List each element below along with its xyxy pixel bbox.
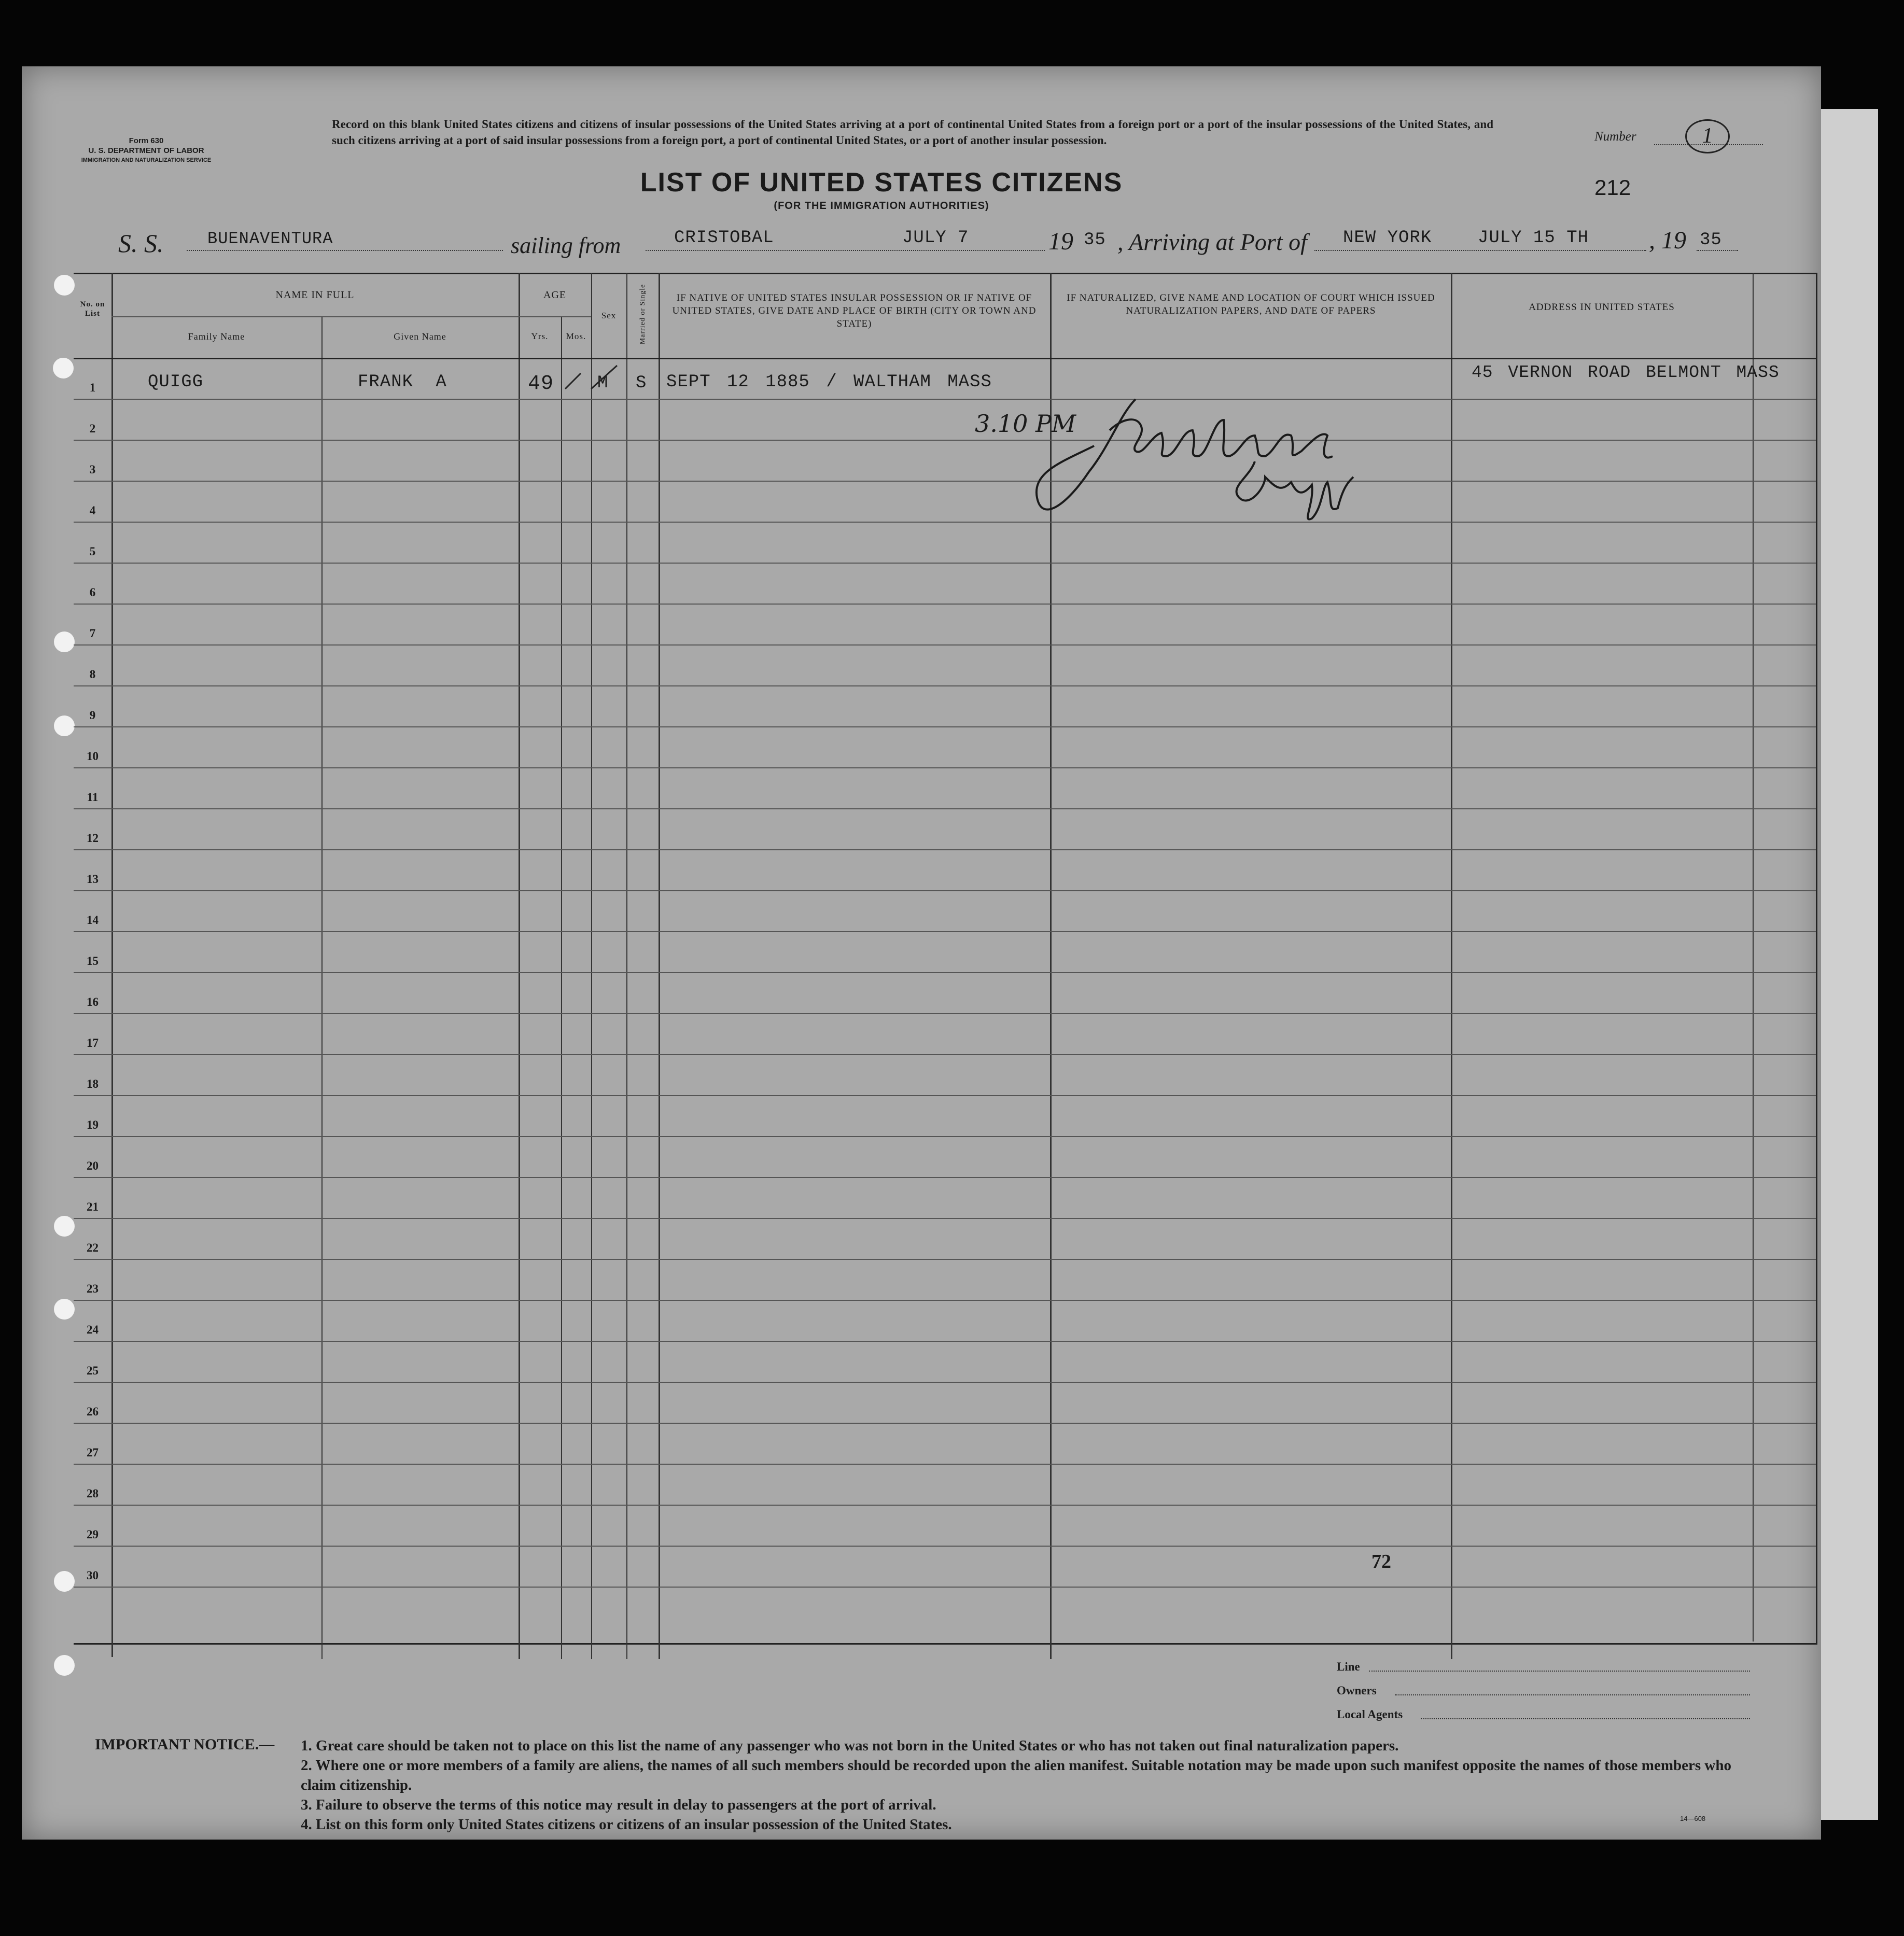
- adjacent-page-edge: [1821, 109, 1878, 1820]
- punch-hole: [54, 1655, 75, 1676]
- row-line: [74, 1341, 1816, 1342]
- row-number: 16: [87, 995, 99, 1008]
- row-line: [74, 1587, 1816, 1588]
- header-subline: [111, 316, 519, 317]
- line-fill: [1369, 1671, 1750, 1672]
- row-number: 18: [87, 1077, 99, 1090]
- row-line: [74, 726, 1816, 727]
- row-number: 19: [87, 1118, 99, 1131]
- notice-list: [301, 1736, 1753, 1834]
- row-number: 11: [87, 791, 99, 804]
- depart-date: JULY 7: [902, 228, 969, 248]
- page-stamp: 72: [1371, 1551, 1391, 1573]
- row-number: 22: [87, 1241, 99, 1254]
- department-name: U. S. DEPARTMENT OF LABOR: [88, 146, 204, 155]
- row-number: 9: [89, 709, 96, 722]
- manifest-table: [74, 273, 1817, 1645]
- row-line: [74, 931, 1816, 932]
- row-line: [74, 481, 1816, 482]
- agents-fill: [1421, 1718, 1750, 1719]
- row-number: 20: [87, 1159, 99, 1172]
- number-label: Number: [1594, 130, 1636, 144]
- row-number: 13: [87, 873, 99, 886]
- row-line: [74, 1546, 1816, 1547]
- owners-fill: [1395, 1694, 1750, 1695]
- form-code: 14—608: [1680, 1815, 1706, 1822]
- row-number: 17: [87, 1036, 99, 1049]
- line-label: Line: [1337, 1660, 1360, 1673]
- row-number: 12: [87, 832, 99, 845]
- col-header-no: No. on List: [80, 300, 105, 318]
- form-instructions: Record on this blank United States citizens and citizens of insular possessions of the United States arriving at a port of continental United States from a foreign port or a port of the insular possessions of the United States, and such citizens arriving at a port of said insular possessions from a foreign port, a port of continental United States, or a port of another insular possession.: [332, 118, 1493, 147]
- row-line: [74, 972, 1816, 973]
- owners-label: Owners: [1337, 1684, 1377, 1697]
- row-line: [74, 1259, 1816, 1260]
- row-line: [74, 440, 1816, 441]
- arriving-label: , Arriving at Port of: [1117, 229, 1307, 255]
- entry-birth: SEPT 12 1885 / WALTHAM MASS: [666, 372, 992, 392]
- from-port: CRISTOBAL: [674, 228, 774, 248]
- entry-age: 49: [528, 372, 554, 396]
- service-name: IMMIGRATION AND NATURALIZATION SERVICE: [81, 157, 212, 163]
- punch-hole: [53, 358, 74, 378]
- col-header-sex: Sex: [601, 311, 617, 320]
- row-line: [74, 644, 1816, 646]
- row-number: 27: [87, 1446, 99, 1459]
- agents-label: Local Agents: [1337, 1708, 1403, 1721]
- col-header-address: ADDRESS IN UNITED STATES: [1529, 302, 1675, 313]
- entry-given-name: FRANK A: [358, 372, 447, 392]
- header-subline: [519, 316, 591, 317]
- col-header-yrs: Yrs.: [531, 331, 549, 341]
- entry-sex: M: [597, 373, 609, 393]
- row-line: [74, 1382, 1816, 1383]
- row-number: 1: [89, 381, 96, 394]
- row-line: [74, 1423, 1816, 1424]
- row-number: 28: [87, 1487, 99, 1500]
- depart-year: 35: [1084, 230, 1106, 250]
- row-line: [74, 767, 1816, 768]
- col-line: [1753, 273, 1754, 1642]
- official-signature: [1032, 384, 1369, 529]
- entry-family-name: QUIGG: [148, 372, 204, 392]
- row-number: 6: [89, 586, 96, 599]
- row-number: 25: [87, 1364, 99, 1377]
- year-line: [1697, 250, 1738, 251]
- header-bottom-line: [74, 358, 1816, 359]
- col-header-native: IF NATIVE OF UNITED STATES INSULAR POSSESSION OR IF NATIVE OF UNITED STATES, GIVE DATE AND PLACE OF BIRTH (CITY OR TOWN AND STATE): [672, 292, 1037, 329]
- stamp-number: 212: [1594, 175, 1631, 200]
- row-line: [74, 522, 1816, 523]
- row-number: 26: [87, 1405, 99, 1418]
- form-number: Form 630: [129, 136, 164, 145]
- row-line: [74, 685, 1816, 686]
- arrival-year: 35: [1700, 230, 1722, 250]
- row-line: [74, 1505, 1816, 1506]
- punch-hole: [54, 716, 75, 736]
- col-header-given: Given Name: [394, 331, 446, 342]
- row-line: [74, 1013, 1816, 1014]
- arrival-port: NEW YORK: [1343, 228, 1432, 248]
- form-id-block: [63, 136, 229, 165]
- sailing-label: sailing from: [511, 233, 621, 258]
- row-number: 14: [87, 914, 99, 927]
- row-number: 24: [87, 1323, 99, 1336]
- row-line: [74, 808, 1816, 809]
- punch-hole: [54, 1216, 75, 1237]
- row-number: 10: [87, 750, 99, 763]
- col-header-family: Family Name: [188, 331, 245, 342]
- row-number: 3: [89, 463, 96, 476]
- year-prefix-2: , 19: [1649, 227, 1686, 254]
- row-number: 21: [87, 1200, 99, 1213]
- notice-item-2: 2. Where one or more members of a family are aliens, the names of all such members should be recorded upon the alien manifest. Suitable notation may be made upon such manifest opposite the names of those members who claim citizenship.: [301, 1757, 1731, 1793]
- row-line: [74, 890, 1816, 891]
- sailing-line: [646, 250, 1045, 251]
- notice-item-4: 4. List on this form only United States citizens or citizens of an insular possession of the United States.: [301, 1816, 952, 1833]
- ss-label: S. S.: [118, 229, 164, 258]
- row-line: [74, 1054, 1816, 1055]
- punch-hole: [54, 632, 75, 652]
- col-header-married: Married or Single: [639, 284, 647, 345]
- col-line: [321, 316, 323, 1659]
- row-line: [74, 1300, 1816, 1301]
- row-number: 2: [89, 422, 96, 435]
- arrival-line: [1314, 250, 1646, 251]
- time-annotation: 3.10 PM: [975, 410, 1076, 438]
- row-line: [74, 1177, 1816, 1178]
- row-line: [74, 1464, 1816, 1465]
- col-header-mos: Mos.: [566, 331, 586, 341]
- entry-marital: S: [636, 373, 647, 393]
- number-value: 1: [1685, 119, 1730, 153]
- page-subtitle: (FOR THE IMMIGRATION AUTHORITIES): [774, 200, 989, 212]
- row-number: 30: [87, 1569, 99, 1582]
- row-number: 23: [87, 1282, 99, 1295]
- row-number: 8: [89, 668, 96, 681]
- check-mark: [560, 363, 622, 394]
- row-number: 5: [89, 545, 96, 558]
- row-number: 29: [87, 1528, 99, 1541]
- punch-hole: [54, 1299, 75, 1320]
- ship-name: BUENAVENTURA: [207, 229, 333, 248]
- col-header-naturalized: IF NATURALIZED, GIVE NAME AND LOCATION OF COURT WHICH ISSUED NATURALIZATION PAPERS, AND DATE OF PAPERS: [1067, 292, 1435, 316]
- arrival-date: JULY 15 TH: [1478, 228, 1589, 248]
- col-header-age: AGE: [543, 289, 567, 301]
- row-number: 4: [89, 504, 96, 517]
- row-line: [74, 1136, 1816, 1137]
- notice-item-1: 1. Great care should be taken not to place on this list the name of any passenger who was not born in the United States or who has not taken out final naturalization papers.: [301, 1737, 1399, 1754]
- row-number: 15: [87, 955, 99, 967]
- notice-item-3: 3. Failure to observe the terms of this notice may result in delay to passengers at the port of arrival.: [301, 1797, 936, 1813]
- row-line: [74, 1218, 1816, 1219]
- year-prefix: 19: [1048, 228, 1073, 255]
- punch-hole: [54, 275, 75, 296]
- row-line: [74, 399, 1816, 400]
- punch-hole: [54, 1571, 75, 1592]
- ship-line: [187, 250, 503, 251]
- notice-heading: IMPORTANT NOTICE.—: [95, 1736, 275, 1753]
- row-line: [74, 563, 1816, 564]
- row-line: [74, 849, 1816, 850]
- entry-address: 45 VERNON ROAD BELMONT MASS: [1472, 363, 1780, 382]
- row-line: [74, 604, 1816, 605]
- row-number: 7: [89, 627, 96, 640]
- page-title: LIST OF UNITED STATES CITIZENS: [640, 167, 1123, 198]
- row-line: [74, 1095, 1816, 1096]
- col-header-name: NAME IN FULL: [275, 289, 355, 301]
- col-line: [561, 316, 562, 1659]
